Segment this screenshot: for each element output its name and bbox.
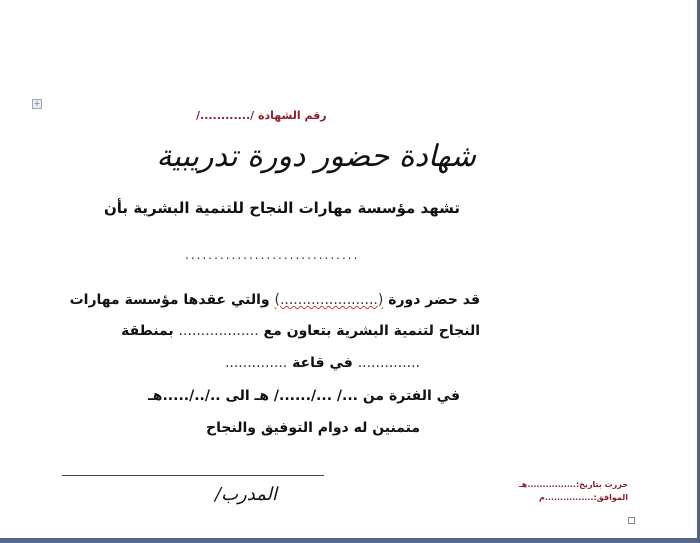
region-label: بمنطقة (121, 323, 174, 339)
hijri-date: حررت بتاريخ:................هـ (519, 480, 628, 489)
certificate-title: شهادة حضور دورة تدريبية (156, 139, 476, 174)
partner-prefix: النجاح لتنمية البشرية بتعاون مع (263, 323, 480, 339)
date-block (519, 478, 628, 504)
course-prefix: قد حضر دورة (388, 292, 480, 308)
hall-blank-before[interactable]: .............. (357, 355, 420, 371)
certificate-number: رقم الشهادة /............/ (196, 109, 327, 122)
body-line-course (69, 292, 480, 308)
body-line-period: في الفترة من .../ .../....../ هـ الى ../../.....هـ (148, 388, 460, 404)
paragraph-end-mark-icon (628, 517, 635, 524)
body-line-wishes: متمنين له دوام التوفيق والنجاح (206, 420, 420, 436)
gregorian-date: الموافق:................م (538, 493, 628, 502)
course-name-blank[interactable]: (......................) (274, 292, 384, 308)
course-suffix: والتي عقدها مؤسسة مهارات (69, 292, 270, 308)
hall-label: في قاعة (292, 355, 353, 371)
signature-line (62, 475, 324, 476)
hall-blank-after[interactable]: .............. (224, 355, 288, 371)
body-line-partner (121, 323, 480, 339)
partner-blank[interactable]: .................. (178, 323, 259, 339)
table-move-handle-icon[interactable]: + (33, 99, 41, 108)
certificate-heading: تشهد مؤسسة مهارات النجاح للتنمية البشرية بأن (104, 199, 460, 217)
trainer-label: المدرب/ (215, 484, 278, 505)
recipient-name-blank[interactable]: .............................. (185, 248, 360, 262)
body-line-hall (224, 355, 420, 371)
